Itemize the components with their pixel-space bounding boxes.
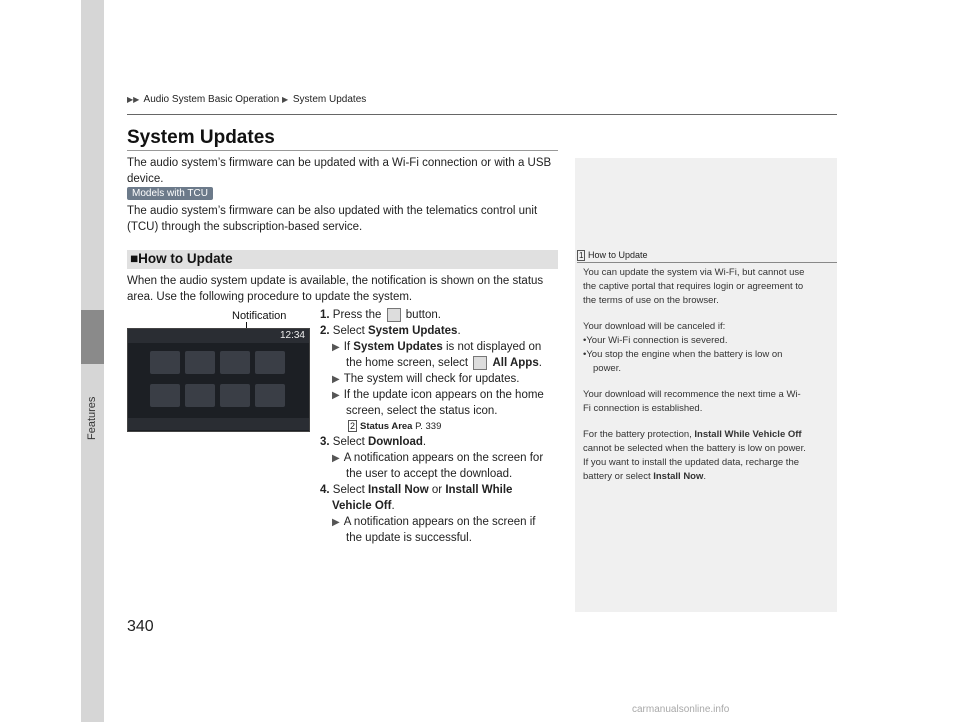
step-3a: ▶ A notification appears on the screen for	[332, 452, 544, 464]
result-arrow-icon: ▶	[332, 342, 340, 353]
breadcrumb-parent[interactable]: Audio System Basic Operation	[143, 94, 280, 105]
reference-icon: 2	[350, 421, 356, 431]
result-arrow-icon: ▶	[332, 517, 340, 528]
models-tag: Models with TCU	[127, 187, 213, 200]
app-tile	[220, 384, 250, 407]
app-tile	[185, 351, 215, 374]
step-2a-cont: the home screen, select All Apps.	[346, 357, 542, 369]
page-title: System Updates	[127, 127, 275, 148]
side-b2b: power.	[593, 363, 621, 374]
result-arrow-icon: ▶	[332, 374, 340, 385]
step-2a: ▶ If System Updates is not displayed on	[332, 341, 542, 353]
side-p4c: If you want to install the updated data, recharge the	[583, 457, 800, 468]
watermark: carmanualsonline.info	[632, 704, 730, 715]
step-2c-cont: screen, select the status icon.	[346, 405, 498, 417]
section-intro-1: When the audio system update is available, the notification is shown on the status	[127, 275, 544, 287]
step-2c: ▶ If the update icon appears on the home	[332, 389, 544, 401]
page-number: 340	[127, 618, 154, 635]
breadcrumb-current: System Updates	[292, 94, 367, 105]
intro-line-1: The audio system’s firmware can be updated with a Wi-Fi connection or with a USB	[127, 157, 552, 169]
breadcrumb-arrow-icon: ▶▶	[127, 95, 140, 104]
sidebar-section-label: Features	[86, 396, 98, 440]
side-p4d: battery or select Install Now.	[583, 471, 707, 482]
breadcrumb-arrow-icon: ▶	[281, 95, 289, 104]
screen-clock: 12:34	[279, 330, 305, 341]
app-tile	[220, 351, 250, 374]
step-2: 2. Select System Updates.	[320, 325, 461, 337]
side-p2: Your download will be canceled if:	[583, 321, 726, 332]
step-3a-cont: the user to accept the download.	[346, 468, 513, 480]
step-4a-cont: the update is successful.	[346, 532, 472, 544]
audio-screen-illustration	[127, 328, 310, 432]
screen-status-bar	[128, 329, 309, 343]
app-tile	[255, 384, 285, 407]
status-area-ref[interactable]: 2 Status Area P. 339	[350, 421, 442, 432]
result-arrow-icon: ▶	[332, 453, 340, 464]
step-2b: ▶ The system will check for updates.	[332, 373, 520, 385]
side-p3b: Fi connection is established.	[583, 403, 703, 414]
side-b2a: •You stop the engine when the battery is low on	[583, 349, 783, 360]
sidebar-tab-marker	[81, 310, 104, 364]
all-apps-icon	[473, 356, 487, 370]
side-note-divider	[577, 262, 837, 263]
step-1: 1. Press the button.	[320, 309, 441, 321]
app-tile	[185, 384, 215, 407]
side-p1a: You can update the system via Wi-Fi, but cannot use	[583, 267, 805, 278]
intro-line-2: device.	[127, 173, 164, 185]
result-arrow-icon: ▶	[332, 390, 340, 401]
app-tile	[255, 351, 285, 374]
app-tile	[150, 384, 180, 407]
step-4-cont: Vehicle Off.	[332, 500, 395, 512]
breadcrumb	[127, 94, 366, 105]
step-3: 3. Select Download.	[320, 436, 427, 448]
intro-line-3: The audio system’s firmware can be also updated with the telematics control unit	[127, 205, 538, 217]
side-p1c: the terms of use on the browser.	[583, 295, 719, 306]
side-note-heading: 1 How to Update	[579, 250, 648, 260]
notification-callout-label: Notification	[232, 310, 287, 322]
section-title: ■How to Update	[130, 251, 233, 266]
section-intro-2: area. Use the following procedure to update the system.	[127, 291, 413, 303]
side-p4b: cannot be selected when the battery is low on power.	[583, 443, 806, 454]
home-icon	[387, 308, 401, 322]
note-mark-icon: 1	[579, 251, 584, 260]
screen-bottom-bar	[128, 418, 309, 430]
title-divider	[127, 150, 558, 151]
side-p1b: the captive portal that requires login or agreement to	[583, 281, 804, 292]
intro-line-4: (TCU) through the subscription-based service.	[127, 221, 363, 233]
step-4: 4. Select Install Now or Install While	[320, 484, 513, 496]
step-4a: ▶ A notification appears on the screen if	[332, 516, 536, 528]
side-p4a: For the battery protection, Install While Vehicle Off	[583, 429, 802, 440]
side-note-panel	[575, 158, 837, 612]
side-p3a: Your download will recommence the next time a Wi-	[583, 389, 801, 400]
side-b1: •Your Wi-Fi connection is severed.	[583, 335, 728, 346]
header-divider	[127, 114, 837, 115]
app-tile	[150, 351, 180, 374]
